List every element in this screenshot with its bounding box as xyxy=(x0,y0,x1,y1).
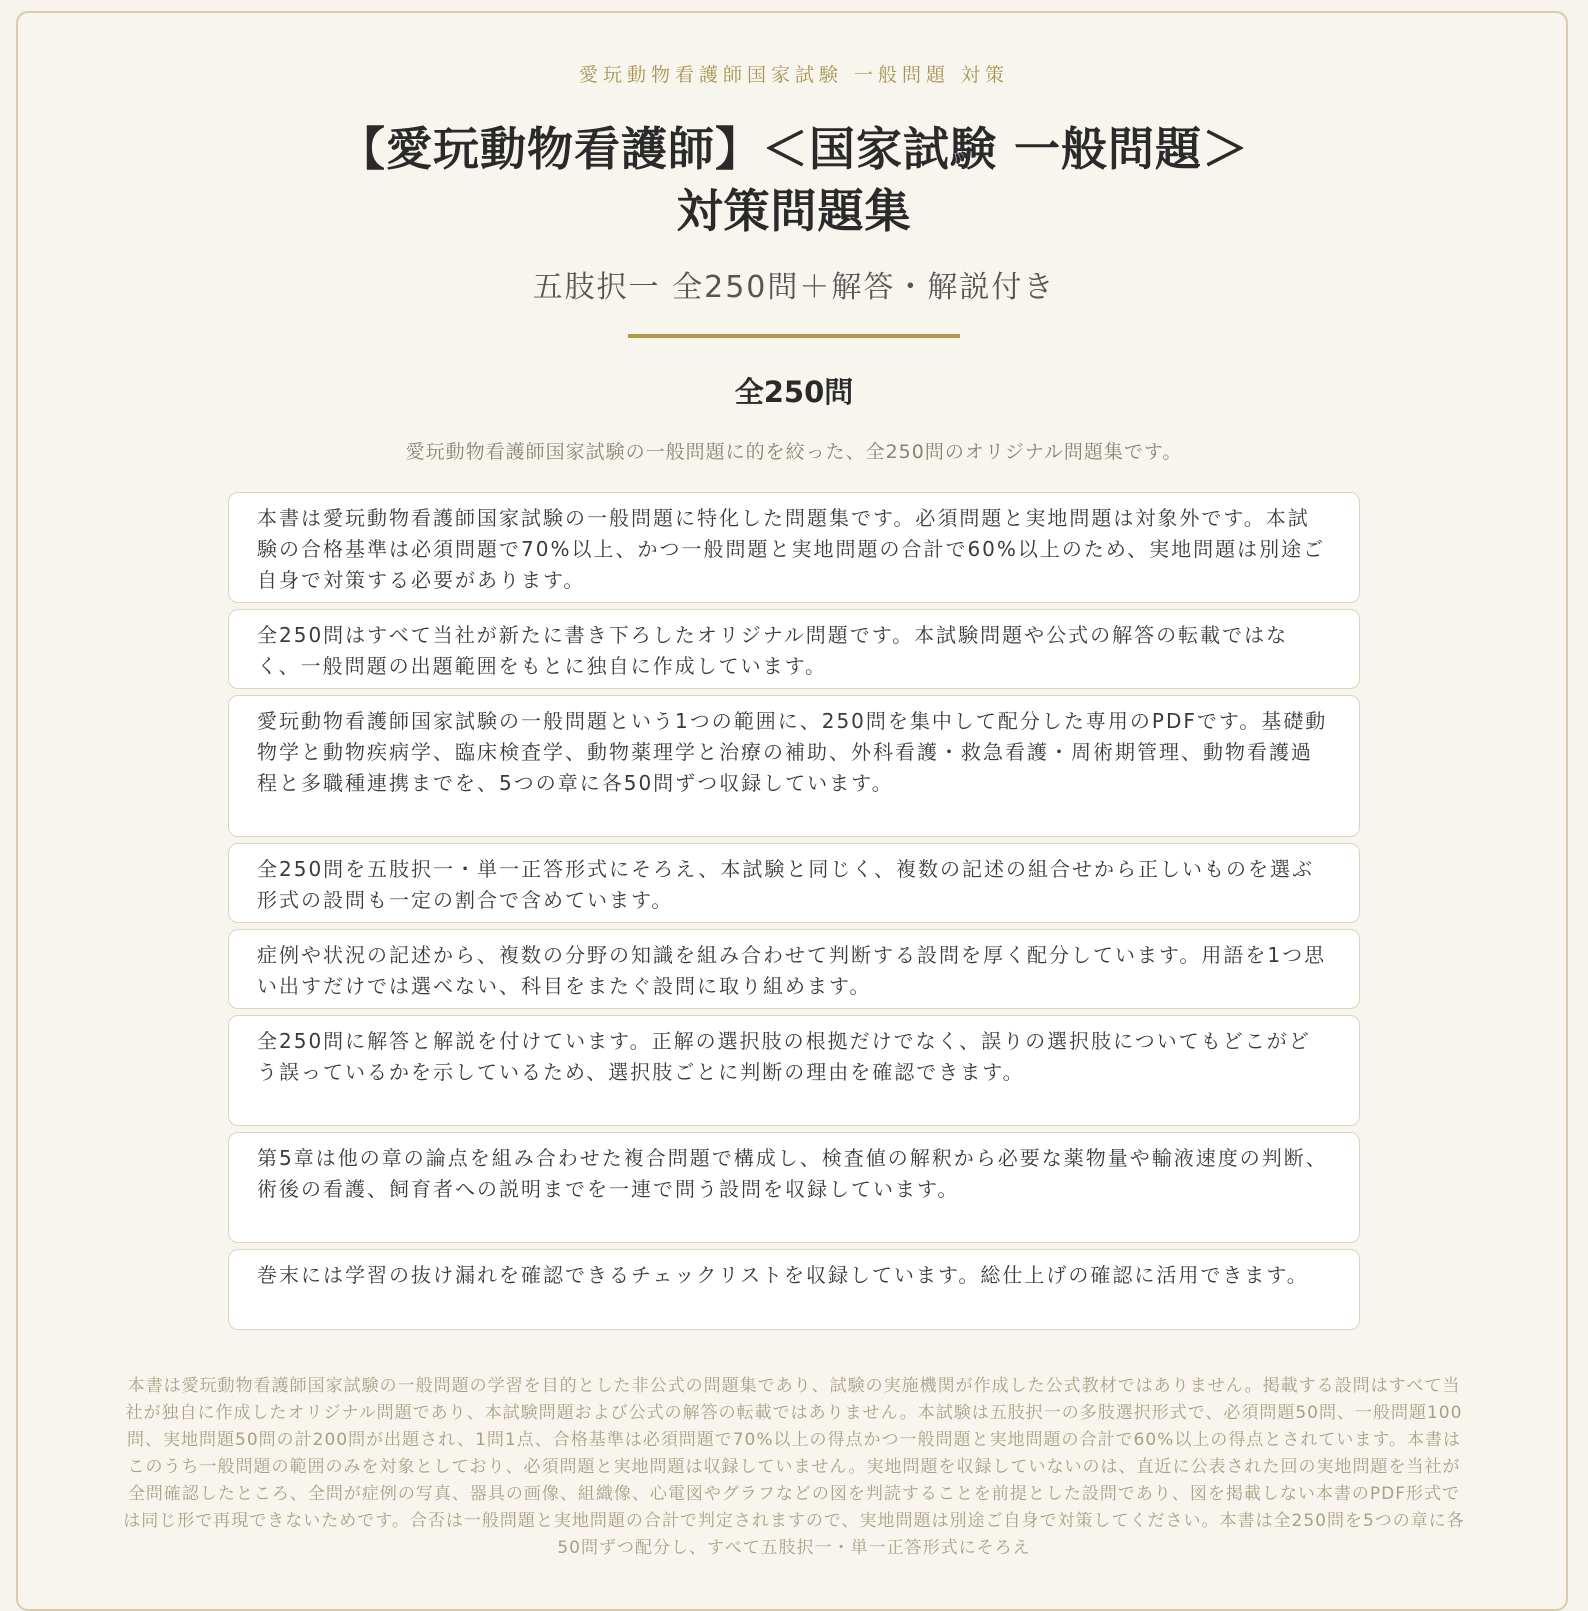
feature-text: 全250問を五肢択一・単一正答形式にそろえ、本試験と同じく、複数の記述の組合せから正しいものを選ぶ形式の設問も一定の割合で含めています。 xyxy=(257,857,1314,912)
disclaimer-footnote: 本書は愛玩動物看護師国家試験の一般問題の学習を目的とした非公式の問題集であり、試験の実施機関が作成した公式教材ではありません。掲載する設問はすべて当社が独自に作成したオリジナル問題であり、本試験問題および公式の解答の転載ではありません。本試験は五肢択一の多肢選択形式で、必須問題50問、一般問題100問、実地問題50問の計200問が出題され、1問1点、合格基準は必須問題で70%以上の得点かつ一般問題と実地問題の合計で60%以上の得点とされています。本書はこのうち一般問題の範囲のみを対象としており、必須問題と実地問題は収録していません。実地問題を収録していないのは、直近に公表された回の実地問題を当社が全問確認したところ、全問が症例の写真、器具の画像、組織像、心電図やグラフなどの図を判読することを前提とした設問であり、図を掲載しない本書のPDF形式では同じ形で再現できないためです。合否は一般問題と実地問題の合計で判定されますので、実地問題は別途ご自身で対策してください。本書は全250問を5つの章に各50問ずつ配分し、すべて五肢択一・単一正答形式にそろえ xyxy=(123,1376,1465,1558)
feature-card xyxy=(228,492,1360,603)
feature-card xyxy=(228,695,1360,837)
feature-card xyxy=(228,1015,1360,1126)
lead-text: 愛玩動物看護師国家試験の一般問題に的を絞った、全250問のオリジナル問題集です。 xyxy=(405,441,1183,463)
feature-text: 愛玩動物看護師国家試験の一般問題という1つの範囲に、250問を集中して配分した専用のPDFです。基礎動物学と動物疾病学、臨床検査学、動物薬理学と治療の補助、外科看護・救急看護・周術期管理、動物看護過程と多職種連携までを、5つの章に各50問ずつ収録しています。 xyxy=(257,709,1328,795)
feature-text: 全250問に解答と解説を付けています。正解の選択肢の根拠だけでなく、誤りの選択肢についてもどこがどう誤っているかを示しているため、選択肢ごとに判断の理由を確認できます。 xyxy=(257,1029,1311,1084)
feature-card xyxy=(228,929,1360,1009)
page-title xyxy=(0,118,1588,242)
feature-text: 第5章は他の章の論点を組み合わせた複合問題で構成し、検査値の解釈から必要な薬物量や輸液速度の判断、術後の看護、飼育者への説明までを一連で問う設問を収録しています。 xyxy=(257,1146,1328,1201)
title-line-1: 【愛玩動物看護師】＜国家試験 一般問題＞ xyxy=(338,122,1249,176)
feature-card xyxy=(228,1249,1360,1330)
gold-divider xyxy=(628,334,960,338)
feature-text: 全250問はすべて当社が新たに書き下ろしたオリジナル問題です。本試験問題や公式の解答の転載ではなく、一般問題の出題範囲をもとに独自に作成しています。 xyxy=(257,623,1289,678)
title-line-2: 対策問題集 xyxy=(676,184,912,238)
eyebrow-text: 愛玩動物看護師国家試験 一般問題 対策 xyxy=(578,64,1010,86)
feature-card xyxy=(228,609,1360,689)
feature-text: 症例や状況の記述から、複数の分野の知識を組み合わせて判断する設問を厚く配分しています。用語を1つ思い出すだけでは選べない、科目をまたぐ設問に取り組めます。 xyxy=(257,943,1327,998)
feature-text: 巻末には学習の抜け漏れを確認できるチェックリストを収録しています。総仕上げの確認に活用できます。 xyxy=(257,1263,1309,1287)
feature-card xyxy=(228,1132,1360,1243)
question-count: 全250問 xyxy=(734,375,854,409)
feature-card xyxy=(228,843,1360,923)
subtitle: 五肢択一 全250問＋解答・解説付き xyxy=(532,270,1056,305)
feature-text: 本書は愛玩動物看護師国家試験の一般問題に特化した問題集です。必須問題と実地問題は対象外です。本試験の合格基準は必須問題で70%以上、かつ一般問題と実地問題の合計で60%以上のため、実地問題は別途ご自身で対策する必要があります。 xyxy=(257,506,1326,592)
